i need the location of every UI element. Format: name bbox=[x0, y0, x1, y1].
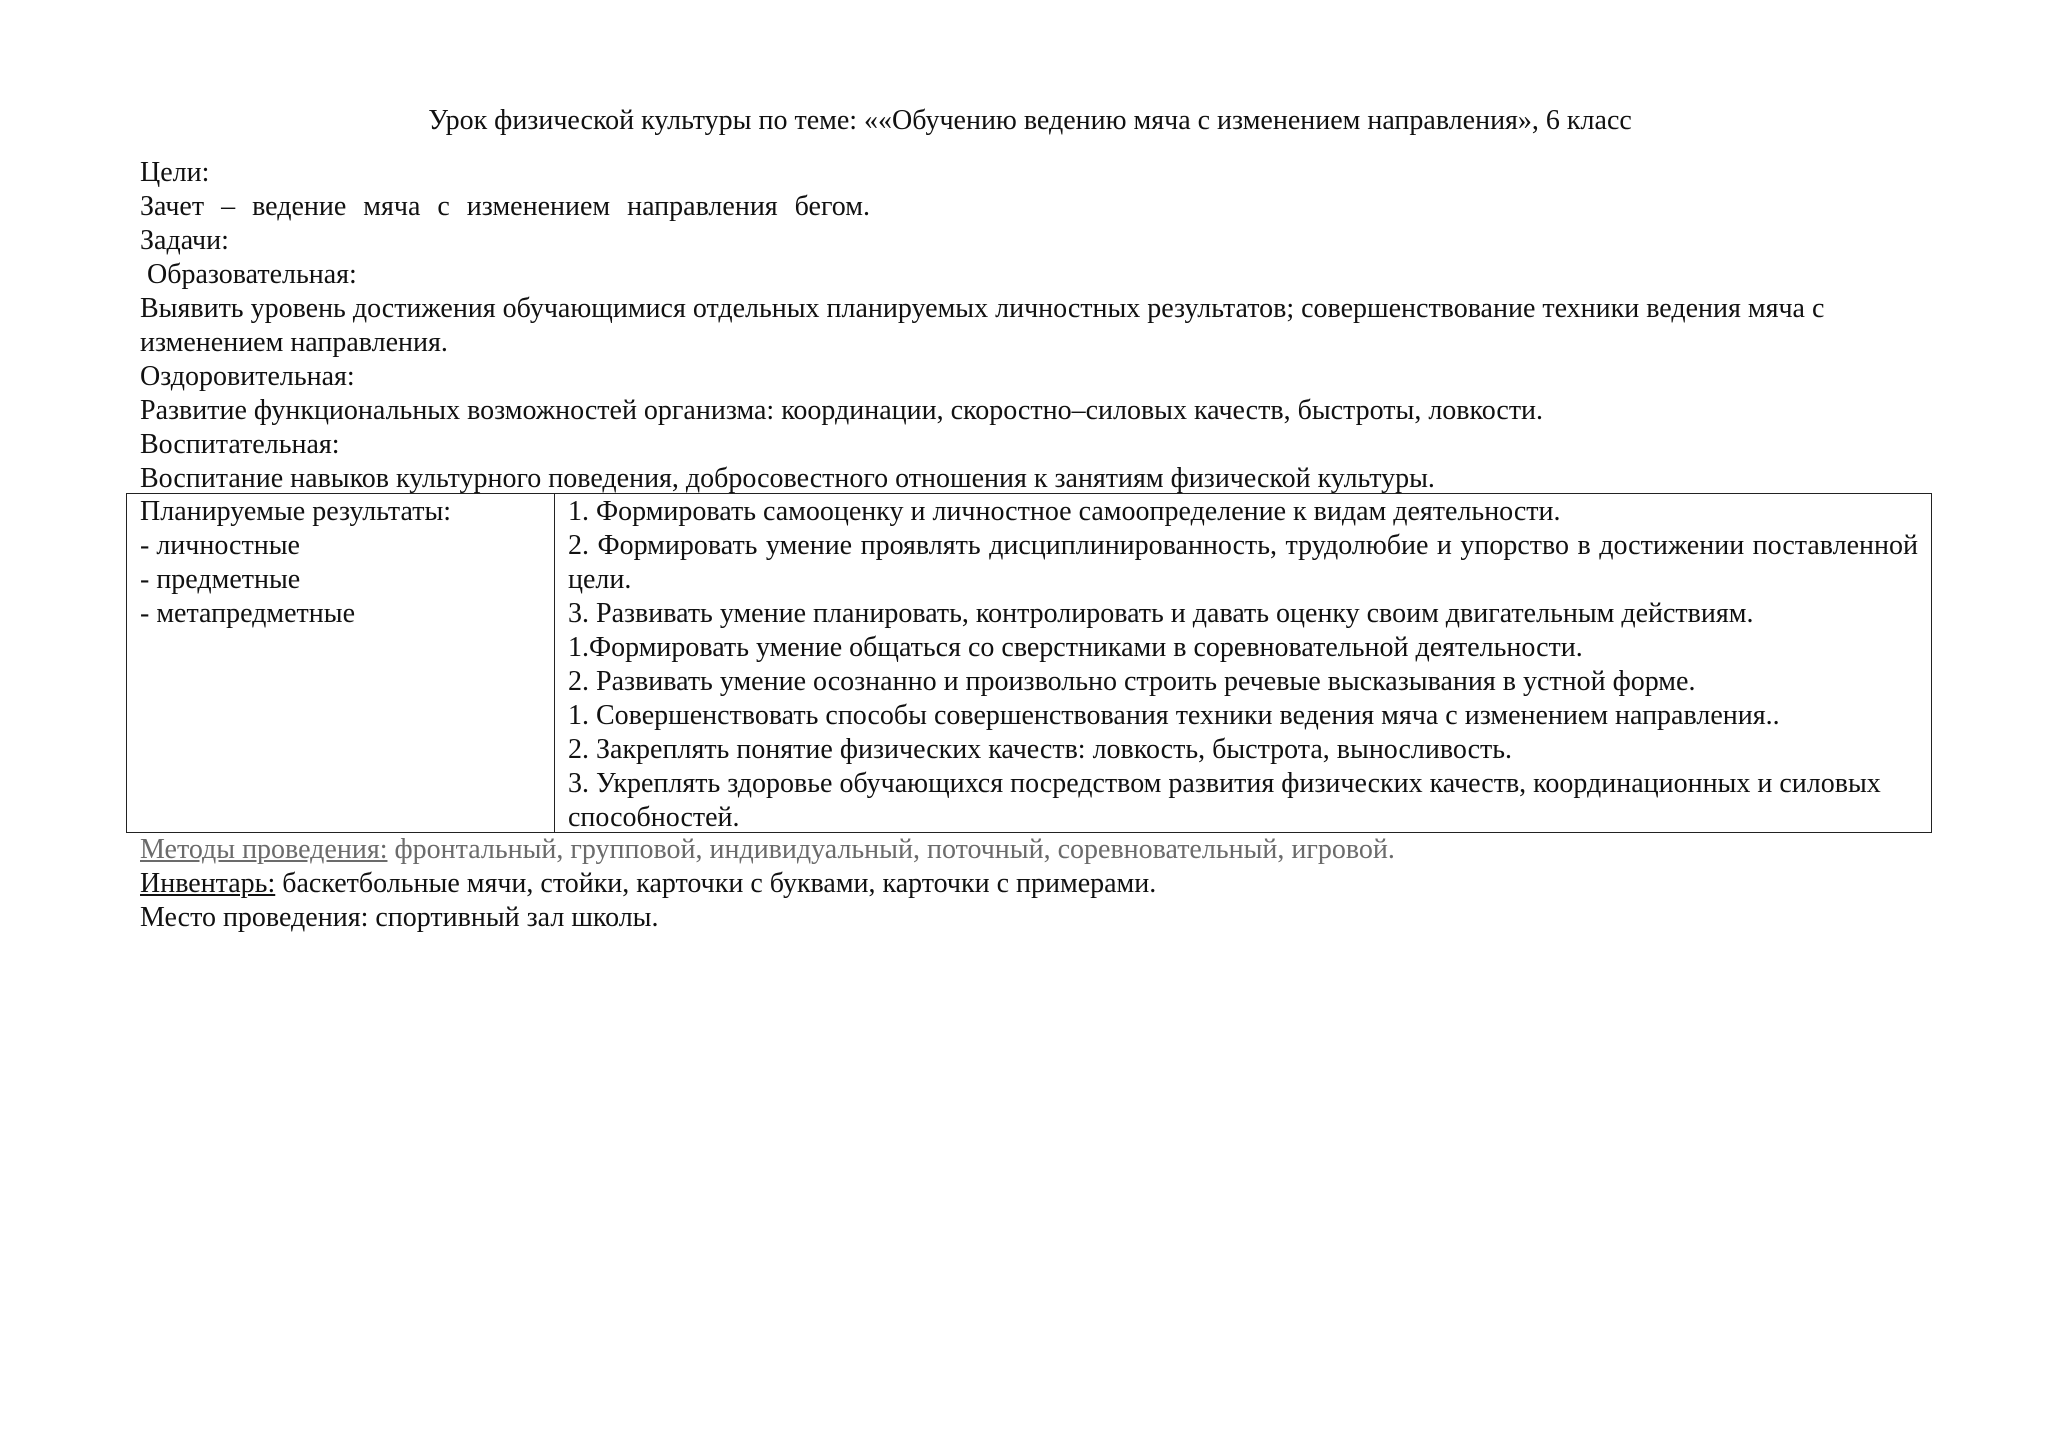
results-item: 2. Формировать умение проявлять дисциплинированность, трудолюбие и упорство в достижении поставленной цели. bbox=[568, 530, 1918, 595]
results-categories-cell bbox=[127, 494, 555, 832]
results-category: - метапредметные bbox=[140, 598, 356, 629]
results-item: 1. Формировать самооценку и личностное самоопределение к видам деятельности. bbox=[568, 496, 1561, 527]
lesson-details bbox=[140, 833, 1930, 935]
inventory-label: Инвентарь: bbox=[140, 868, 276, 899]
venue-line: Место проведения: спортивный зал школы. bbox=[140, 902, 659, 933]
inventory-text: баскетбольные мячи, стойки, карточки с буквами, карточки с примерами. bbox=[275, 868, 1157, 899]
results-items-cell bbox=[555, 494, 1931, 832]
lesson-objectives bbox=[140, 156, 1930, 496]
results-category: - предметные bbox=[140, 564, 301, 595]
results-category: - личностные bbox=[140, 530, 300, 561]
results-item: 2. Развивать умение осознанно и произвольно строить речевые высказывания в устной форме. bbox=[568, 666, 1696, 697]
results-item: 3. Укреплять здоровье обучающихся посредством развития физических качеств, координационных и силовых способностей. bbox=[568, 768, 1881, 833]
planned-results-table bbox=[126, 493, 1932, 833]
health-text: Развитие функциональных возможностей организма: координации, скоростно–силовых качеств, быстроты, ловкости. bbox=[140, 395, 1544, 426]
goals-text: Зачет – ведение мяча с изменением направления бегом. bbox=[140, 191, 870, 222]
upbringing-text: Воспитание навыков культурного поведения, добросовестного отношения к занятиям физической культуры. bbox=[140, 463, 1435, 494]
health-heading: Оздоровительная: bbox=[140, 361, 355, 392]
results-item: 3. Развивать умение планировать, контролировать и давать оценку своим двигательным действиям. bbox=[568, 598, 1754, 629]
lesson-title: Урок физической культуры по теме: ««Обучению ведению мяча с изменением направления», 6 класс bbox=[428, 105, 1632, 136]
educational-text: Выявить уровень достижения обучающимися отдельных планируемых личностных результатов; совершенствование техники ведения мяча с изменением направления. bbox=[140, 293, 1825, 358]
methods-line bbox=[140, 833, 1930, 867]
methods-label: Методы проведения: bbox=[140, 834, 388, 865]
results-item: 2. Закреплять понятие физических качеств: ловкость, быстрота, выносливость. bbox=[568, 734, 1513, 765]
methods-text: фронтальный, групповой, индивидуальный, поточный, соревновательный, игровой. bbox=[387, 834, 1395, 865]
educational-heading: Образовательная: bbox=[147, 259, 357, 290]
results-category: Планируемые результаты: bbox=[140, 496, 452, 527]
goals-heading: Цели: bbox=[140, 157, 210, 188]
results-item: 1.Формировать умение общаться со сверстниками в соревновательной деятельности. bbox=[568, 632, 1583, 663]
tasks-heading: Задачи: bbox=[140, 225, 229, 256]
inventory-line bbox=[140, 867, 1930, 901]
upbringing-heading: Воспитательная: bbox=[140, 429, 340, 460]
results-item: 1. Совершенствовать способы совершенствования техники ведения мяча с изменением направления.. bbox=[568, 700, 1780, 731]
